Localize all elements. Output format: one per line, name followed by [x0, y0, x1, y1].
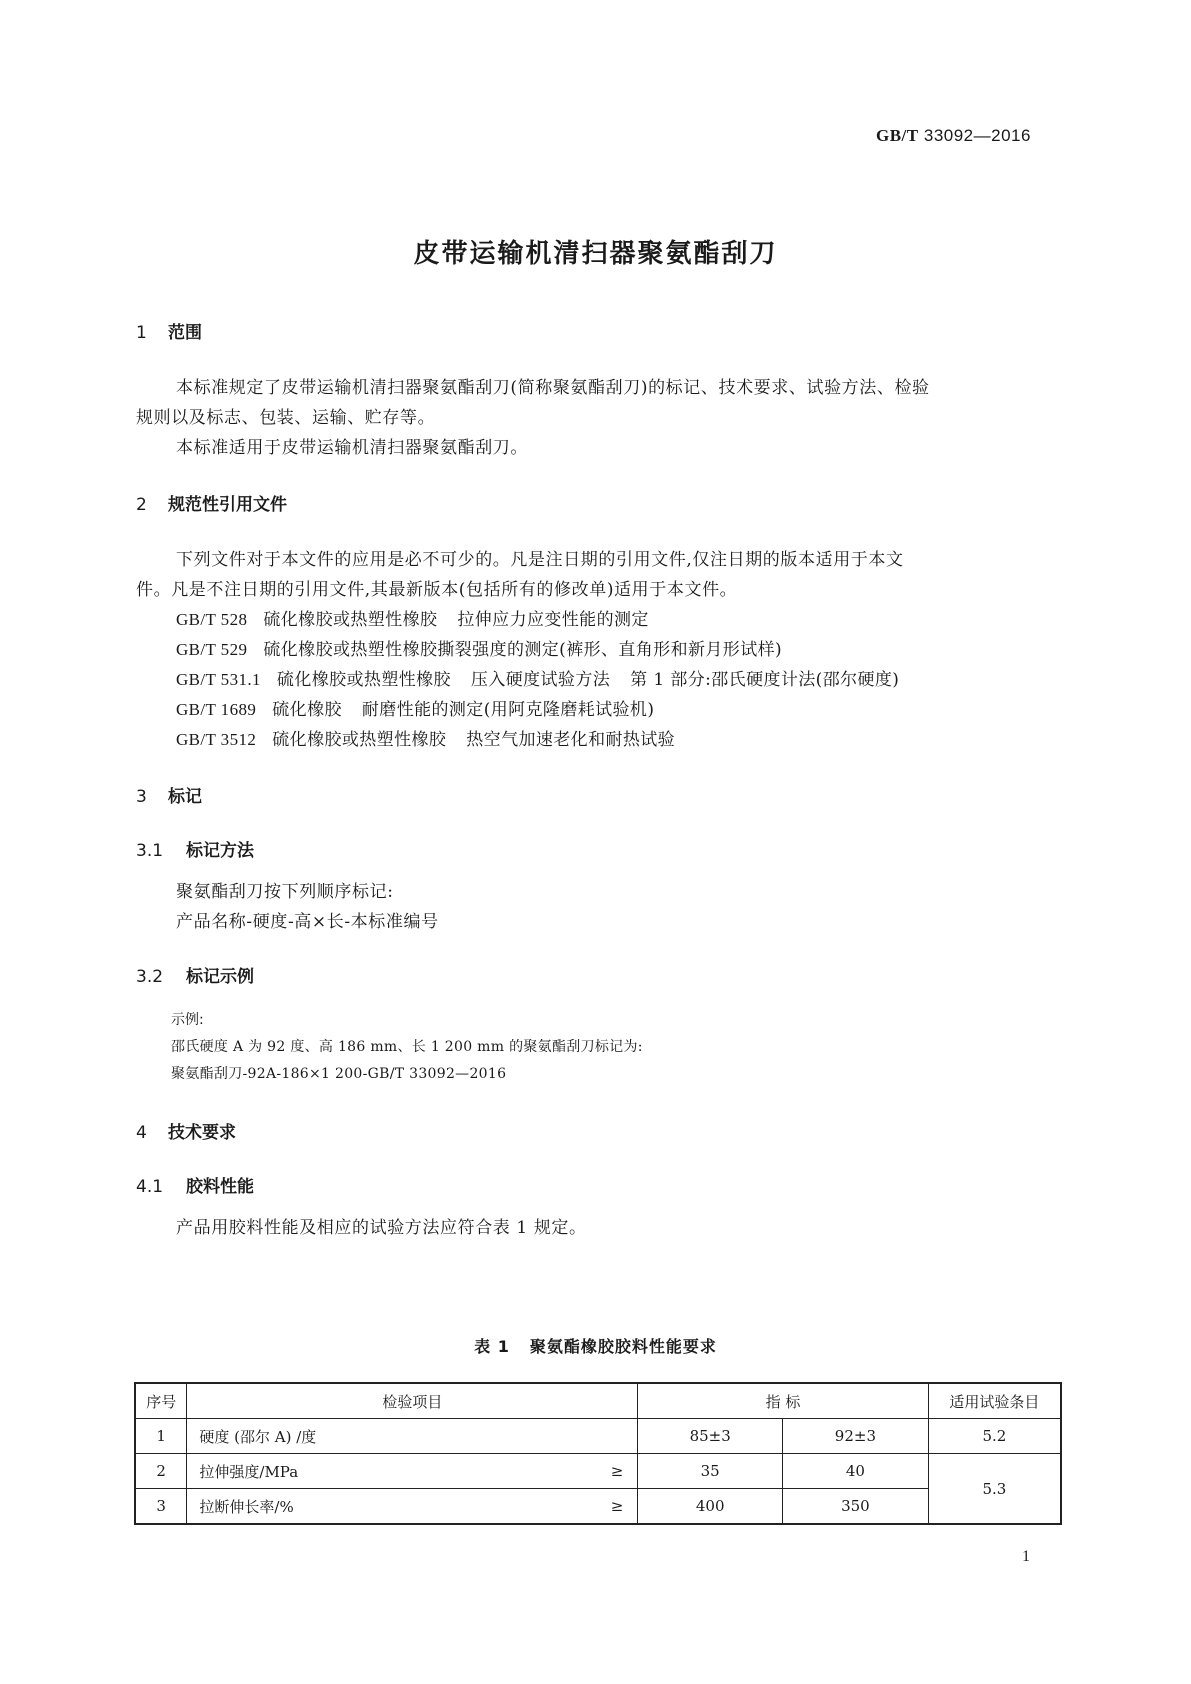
page-number: 1: [1022, 1548, 1030, 1565]
cell-value-2: 350: [783, 1489, 929, 1525]
ge-symbol: ≥: [610, 1462, 624, 1480]
cell-seq: 1: [135, 1419, 187, 1454]
cell-value-1: 400: [638, 1489, 783, 1525]
cell-value-2: 92±3: [783, 1419, 929, 1454]
section-4-heading: 4 技术要求: [136, 1123, 236, 1143]
section-2-para-line-1: 下列文件对于本文件的应用是必不可少的。凡是注日期的引用文件,仅注日期的版本适用于本文: [176, 550, 904, 570]
table-row: [135, 1454, 1061, 1489]
header-seq: 序号: [135, 1383, 187, 1419]
section-3-2-heading: 3.2 标记示例: [136, 967, 254, 987]
section-2-para-line-2: 件。凡是不注日期的引用文件,其最新版本(包括所有的修改单)适用于本文件。: [136, 580, 738, 600]
ge-symbol: ≥: [610, 1497, 624, 1515]
section-3-1-line-1: 聚氨酯刮刀按下列顺序标记:: [176, 882, 394, 902]
example-line-1: 邵氏硬度 A 为 92 度、高 186 mm、长 1 200 mm 的聚氨酯刮刀标记为:: [171, 1039, 643, 1055]
cell-seq: 3: [135, 1489, 187, 1525]
header-item: 检验项目: [187, 1383, 638, 1419]
section-3-1-heading: 3.1 标记方法: [136, 841, 254, 861]
example-line-2: 聚氨酯刮刀-92A-186×1 200-GB/T 33092—2016: [171, 1066, 507, 1082]
section-4-1-heading: 4.1 胶料性能: [136, 1177, 254, 1197]
table-header-row: [135, 1383, 1061, 1419]
header-clause: 适用试验条目: [928, 1383, 1061, 1419]
cell-clause: 5.2: [928, 1419, 1061, 1454]
section-1-heading: 1 范围: [136, 323, 202, 343]
standard-number: GB/T 33092—2016: [876, 126, 1031, 145]
table-caption: 表 1 聚氨酯橡胶胶料性能要求: [474, 1337, 717, 1356]
reference-item: GB/T 529 硫化橡胶或热塑性橡胶撕裂强度的测定(裤形、直角形和新月形试样): [176, 640, 783, 660]
table-row: [135, 1419, 1061, 1454]
cell-item: 硬度 (邵尔 A) /度: [187, 1419, 638, 1454]
cell-clause: 5.3: [928, 1454, 1061, 1525]
section-3-heading: 3 标记: [136, 787, 202, 807]
document-title: 皮带运输机清扫器聚氨酯刮刀: [413, 239, 778, 269]
header-index: 指 标: [638, 1383, 928, 1419]
cell-value-1: 35: [638, 1454, 783, 1489]
properties-table: [134, 1382, 1062, 1525]
reference-item: GB/T 3512 硫化橡胶或热塑性橡胶 热空气加速老化和耐热试验: [176, 730, 676, 750]
cell-value-2: 40: [783, 1454, 929, 1489]
cell-seq: 2: [135, 1454, 187, 1489]
cell-item: 拉伸强度/MPa ≥: [187, 1454, 638, 1489]
section-2-heading: 2 规范性引用文件: [136, 495, 287, 515]
cell-value-1: 85±3: [638, 1419, 783, 1454]
reference-item: GB/T 528 硫化橡胶或热塑性橡胶 拉伸应力应变性能的测定: [176, 610, 649, 630]
section-3-1-line-2: 产品名称-硬度-高×长-本标准编号: [176, 912, 439, 932]
section-4-1-line-1: 产品用胶料性能及相应的试验方法应符合表 1 规定。: [176, 1218, 587, 1238]
section-1-para-1-line-1: 本标准规定了皮带运输机清扫器聚氨酯刮刀(简称聚氨酯刮刀)的标记、技术要求、试验方法、检验: [176, 378, 930, 398]
example-label: 示例:: [171, 1012, 204, 1028]
reference-item: GB/T 1689 硫化橡胶 耐磨性能的测定(用阿克隆磨耗试验机): [176, 700, 655, 720]
section-1-para-2: 本标准适用于皮带运输机清扫器聚氨酯刮刀。: [176, 438, 528, 458]
cell-item: 拉断伸长率/% ≥: [187, 1489, 638, 1525]
table-row: [135, 1489, 1061, 1525]
reference-item: GB/T 531.1 硫化橡胶或热塑性橡胶 压入硬度试验方法 第 1 部分:邵氏硬度计法(邵尔硬度): [176, 670, 900, 690]
section-1-para-1-line-2: 规则以及标志、包装、运输、贮存等。: [136, 408, 436, 428]
